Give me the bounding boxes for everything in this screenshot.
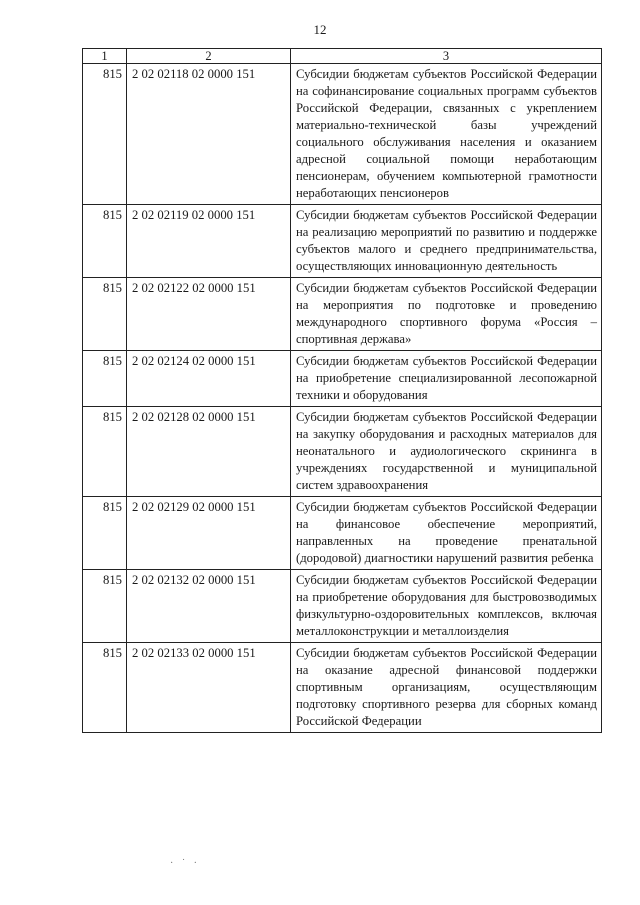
classification-code-cell: 2 02 02122 02 0000 151 bbox=[127, 278, 291, 351]
column-header-2: 2 bbox=[127, 49, 291, 64]
admin-code-cell: 815 bbox=[83, 64, 127, 205]
description-cell: Субсидии бюджетам субъектов Российской Федерации на реализацию мероприятий по развитию и поддержке субъектов малого и среднего предпринимательства, осуществляющих инновационную деятельность bbox=[291, 205, 602, 278]
table-row bbox=[83, 643, 602, 733]
description-cell: Субсидии бюджетам субъектов Российской Федерации на софинансирование социальных программ субъектов Российской Федерации, связанных с укреплением материально-технической базы учреждений социального обслуживания населения и оказанием адресной социальной помощи неработающим пенсионерам, обучением компьютерной грамотности неработающих пенсионеров bbox=[291, 64, 602, 205]
admin-code-cell: 815 bbox=[83, 497, 127, 570]
budget-classification-table bbox=[82, 48, 602, 733]
classification-code-cell: 2 02 02124 02 0000 151 bbox=[127, 351, 291, 407]
table-row bbox=[83, 407, 602, 497]
admin-code-cell: 815 bbox=[83, 407, 127, 497]
description-cell: Субсидии бюджетам субъектов Российской Федерации на мероприятия по подготовке и проведению международного спортивного форума «Россия – спортивная держава» bbox=[291, 278, 602, 351]
admin-code-cell: 815 bbox=[83, 643, 127, 733]
description-cell: Субсидии бюджетам субъектов Российской Федерации на финансовое обеспечение мероприятий, направленных на проведение пренатальной (дородовой) диагностики нарушений развития ребенка bbox=[291, 497, 602, 570]
classification-code-cell: 2 02 02129 02 0000 151 bbox=[127, 497, 291, 570]
classification-code-cell: 2 02 02119 02 0000 151 bbox=[127, 205, 291, 278]
table-row bbox=[83, 278, 602, 351]
admin-code-cell: 815 bbox=[83, 570, 127, 643]
table-row bbox=[83, 205, 602, 278]
table-row bbox=[83, 64, 602, 205]
classification-code-cell: 2 02 02118 02 0000 151 bbox=[127, 64, 291, 205]
description-cell: Субсидии бюджетам субъектов Российской Федерации на приобретение оборудования для быстровозводимых физкультурно-оздоровительных комплексов, включая металлоконструкции и металлоизделия bbox=[291, 570, 602, 643]
description-cell: Субсидии бюджетам субъектов Российской Федерации на закупку оборудования и расходных материалов для неонатального и аудиологического скрининга в учреждениях государственной и муниципальной систем здравоохранения bbox=[291, 407, 602, 497]
description-cell: Субсидии бюджетам субъектов Российской Федерации на приобретение специализированной лесопожарной техники и оборудования bbox=[291, 351, 602, 407]
description-cell: Субсидии бюджетам субъектов Российской Федерации на оказание адресной финансовой поддержки спортивным организациям, осуществляющим подготовку спортивного резерва для сборных команд Российской Федерации bbox=[291, 643, 602, 733]
admin-code-cell: 815 bbox=[83, 205, 127, 278]
table-row bbox=[83, 351, 602, 407]
table-row bbox=[83, 570, 602, 643]
classification-code-cell: 2 02 02133 02 0000 151 bbox=[127, 643, 291, 733]
column-header-1: 1 bbox=[83, 49, 127, 64]
column-header-3: 3 bbox=[291, 49, 602, 64]
table-row bbox=[83, 497, 602, 570]
scan-specks: · ˙ · bbox=[170, 858, 200, 869]
page-number: 12 bbox=[313, 22, 327, 37]
classification-code-cell: 2 02 02132 02 0000 151 bbox=[127, 570, 291, 643]
classification-code-cell: 2 02 02128 02 0000 151 bbox=[127, 407, 291, 497]
table-header-row bbox=[83, 49, 602, 64]
admin-code-cell: 815 bbox=[83, 351, 127, 407]
admin-code-cell: 815 bbox=[83, 278, 127, 351]
